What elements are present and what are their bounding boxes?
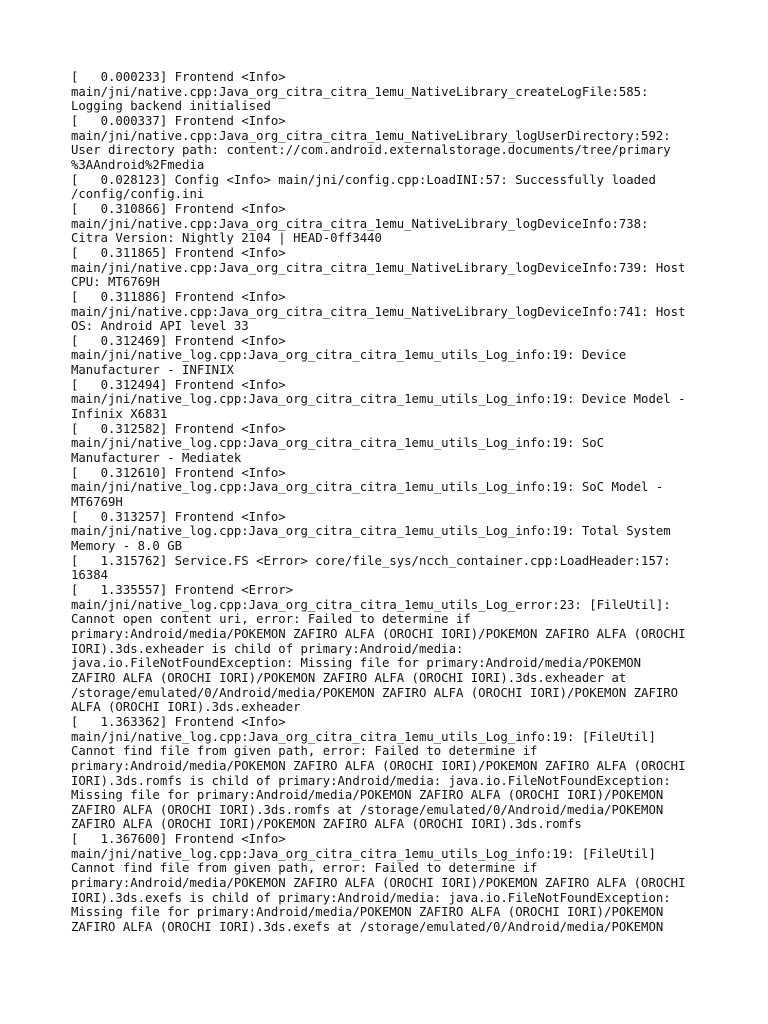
log-line: MT6769H	[71, 495, 123, 510]
log-line: primary:Android/media/POKEMON ZAFIRO ALFA (OROCHI IORI)/POKEMON ZAFIRO ALFA (OROCHI	[71, 626, 686, 641]
log-line: main/jni/native_log.cpp:Java_org_citra_citra_1emu_utils_Log_info:19: SoC Model -	[71, 480, 664, 495]
log-line: [ 0.311886] Frontend <Info>	[71, 289, 286, 304]
log-line: Cannot find file from given path, error: Failed to determine if	[71, 744, 538, 759]
log-line: Citra Version: Nightly 2104 | HEAD-0ff3440	[71, 231, 382, 246]
log-line: %3AAndroid%2Fmedia	[71, 157, 205, 172]
log-line: /config/config.ini	[71, 187, 205, 202]
log-line: IORI).3ds.romfs is child of primary:Android/media: java.io.FileNotFoundException:	[71, 773, 671, 788]
log-line: main/jni/native.cpp:Java_org_citra_citra_1emu_NativeLibrary_logDeviceInfo:741: Host	[71, 304, 686, 319]
log-line: main/jni/native_log.cpp:Java_org_citra_citra_1emu_utils_Log_error:23: [FileUtil]:	[71, 597, 671, 612]
log-line: primary:Android/media/POKEMON ZAFIRO ALFA (OROCHI IORI)/POKEMON ZAFIRO ALFA (OROCHI	[71, 758, 686, 773]
log-line: main/jni/native.cpp:Java_org_citra_citra_1emu_NativeLibrary_createLogFile:585:	[71, 84, 649, 99]
log-line: Missing file for primary:Android/media/POKEMON ZAFIRO ALFA (OROCHI IORI)/POKEMON	[71, 905, 664, 920]
log-line: IORI).3ds.exefs is child of primary:Android/media: java.io.FileNotFoundException:	[71, 890, 671, 905]
log-line: Memory - 8.0 GB	[71, 539, 183, 553]
log-line: User directory path: content://com.android.externalstorage.documents/tree/primary	[71, 143, 671, 158]
log-line: [ 0.313257] Frontend <Info>	[71, 509, 286, 524]
log-line: ALFA (OROCHI IORI).3ds.exheader	[71, 700, 301, 715]
log-line: 16384	[71, 568, 109, 583]
log-line: main/jni/native_log.cpp:Java_org_citra_citra_1emu_utils_Log_info:19: Device Model -	[71, 392, 686, 407]
log-line: [ 0.000233] Frontend <Info>	[71, 70, 286, 84]
log-line: CPU: MT6769H	[71, 275, 160, 290]
log-document	[71, 70, 711, 935]
log-line: main/jni/native.cpp:Java_org_citra_citra_1emu_NativeLibrary_logUserDirectory:592:	[71, 128, 671, 143]
log-line: /storage/emulated/0/Android/media/POKEMON ZAFIRO ALFA (OROCHI IORI)/POKEMON ZAFIRO	[71, 685, 679, 700]
log-line: [ 1.363362] Frontend <Info>	[71, 714, 286, 729]
log-line: main/jni/native.cpp:Java_org_citra_citra_1emu_NativeLibrary_logDeviceInfo:738:	[71, 216, 649, 231]
log-line: [ 1.367600] Frontend <Info>	[71, 832, 286, 847]
log-line: main/jni/native.cpp:Java_org_citra_citra_1emu_NativeLibrary_logDeviceInfo:739: Host	[71, 260, 686, 275]
log-line: Manufacturer - Mediatek	[71, 451, 242, 466]
log-line: [ 0.311865] Frontend <Info>	[71, 245, 286, 260]
log-line: Cannot find file from given path, error: Failed to determine if	[71, 861, 538, 876]
log-line: [ 0.028123] Config <Info> main/jni/config.cpp:LoadINI:57: Successfully loaded	[71, 172, 656, 187]
log-line: ZAFIRO ALFA (OROCHI IORI).3ds.romfs at /storage/emulated/0/Android/media/POKEMON	[71, 802, 664, 817]
log-line: main/jni/native_log.cpp:Java_org_citra_citra_1emu_utils_Log_info:19: Device	[71, 348, 627, 363]
log-line: ZAFIRO ALFA (OROCHI IORI).3ds.exefs at /storage/emulated/0/Android/media/POKEMON	[71, 920, 664, 935]
log-line: [ 1.315762] Service.FS <Error> core/file_sys/ncch_container.cpp:LoadHeader:157:	[71, 553, 671, 568]
log-line: Manufacturer - INFINIX	[71, 363, 234, 378]
log-line: IORI).3ds.exheader is child of primary:Android/media:	[71, 641, 464, 656]
log-line: main/jni/native_log.cpp:Java_org_citra_citra_1emu_utils_Log_info:19: Total System	[71, 524, 671, 539]
log-line: Logging backend initialised	[71, 99, 271, 114]
log-line: [ 0.312469] Frontend <Info>	[71, 333, 286, 348]
log-line: Missing file for primary:Android/media/POKEMON ZAFIRO ALFA (OROCHI IORI)/POKEMON	[71, 788, 664, 803]
log-line: java.io.FileNotFoundException: Missing file for primary:Android/media/POKEMON	[71, 656, 642, 671]
log-line: main/jni/native_log.cpp:Java_org_citra_citra_1emu_utils_Log_info:19: [FileUtil]	[71, 729, 656, 744]
log-line: [ 0.310866] Frontend <Info>	[71, 201, 286, 216]
log-line: [ 0.312494] Frontend <Info>	[71, 377, 286, 392]
log-line: main/jni/native_log.cpp:Java_org_citra_citra_1emu_utils_Log_info:19: SoC	[71, 436, 605, 451]
log-line: main/jni/native_log.cpp:Java_org_citra_citra_1emu_utils_Log_info:19: [FileUtil]	[71, 846, 656, 861]
log-line: Cannot open content uri, error: Failed to determine if	[71, 612, 471, 627]
log-line: [ 0.312582] Frontend <Info>	[71, 421, 286, 436]
log-line: [ 0.312610] Frontend <Info>	[71, 465, 286, 480]
log-line: [ 1.335557] Frontend <Error>	[71, 582, 294, 597]
log-line: ZAFIRO ALFA (OROCHI IORI)/POKEMON ZAFIRO ALFA (OROCHI IORI).3ds.exheader at	[71, 670, 627, 685]
log-line: [ 0.000337] Frontend <Info>	[71, 113, 286, 128]
log-line: ZAFIRO ALFA (OROCHI IORI)/POKEMON ZAFIRO ALFA (OROCHI IORI).3ds.romfs	[71, 817, 582, 832]
log-line: OS: Android API level 33	[71, 319, 249, 334]
log-line: primary:Android/media/POKEMON ZAFIRO ALFA (OROCHI IORI)/POKEMON ZAFIRO ALFA (OROCHI	[71, 876, 686, 891]
log-line: Infinix X6831	[71, 407, 168, 422]
